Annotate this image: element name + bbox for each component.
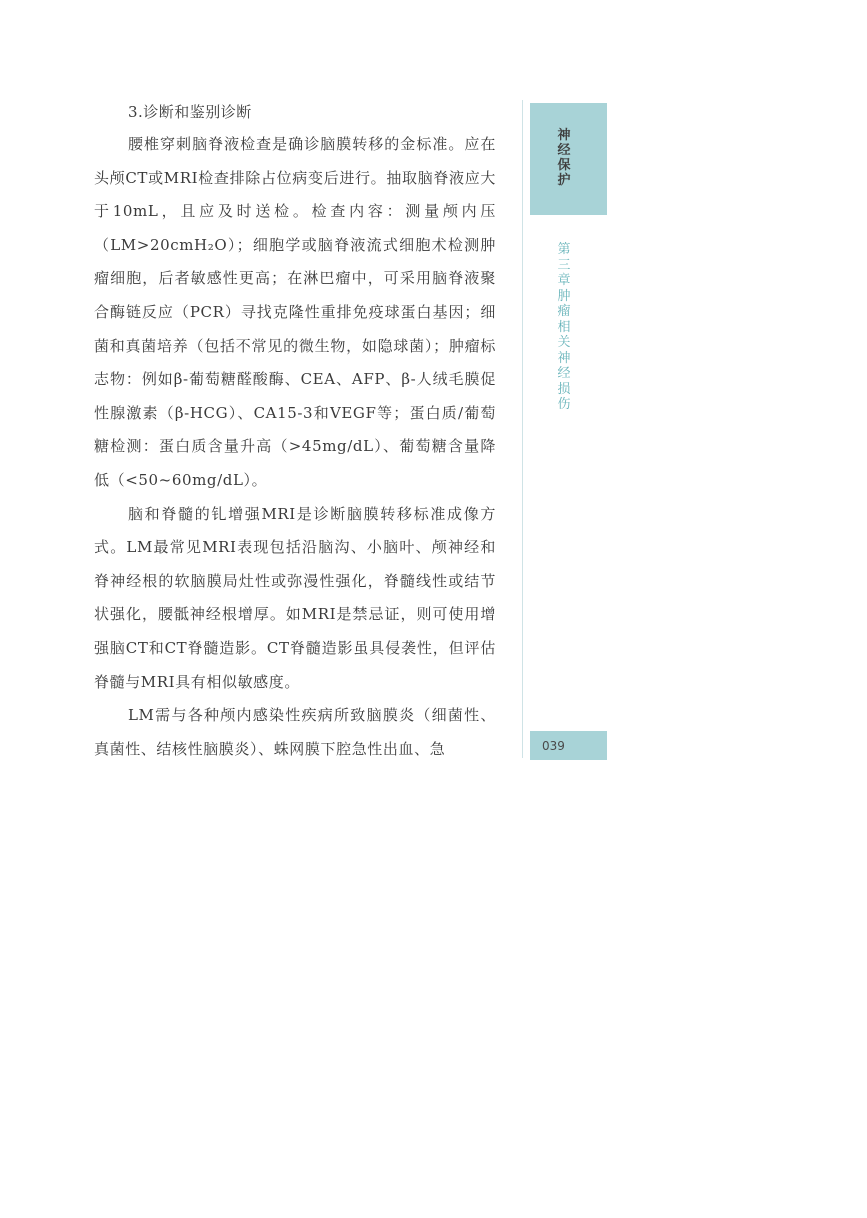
paragraph-differential-diagnosis: LM需与各种颅内感染性疾病所致脑膜炎（细菌性、真菌性、结核性脑膜炎）、蛛网膜下腔急性出血、急	[94, 706, 496, 758]
paragraph-csf-diagnosis: 腰椎穿刺脑脊液检查是确诊脑膜转移的金标准。应在头颅CT或MRI检查排除占位病变后进行。抽取脑脊液应大于10mL，且应及时送检。检查内容：测量颅内压（LM>20cmH₂O）；细胞学或脑脊液流式细胞术检测肿瘤细胞，后者敏感性更高；在淋巴瘤中，可采用脑脊液聚合酶链反应（PCR）寻找克隆性重排免疫球蛋白基因；细菌和真菌培养（包括不常见的微生物，如隐球菌）；肿瘤标志物：例如β-葡萄糖醛酸酶、CEA、AFP、β-人绒毛膜促性腺激素（β-HCG）、CA15-3和VEGF等；蛋白质/葡萄糖检测：蛋白质含量升高（>45mg/dL）、葡萄糖含量降低（<50~60mg/dL）。	[94, 135, 496, 489]
page-number: 039	[542, 739, 565, 753]
body-text-column	[94, 96, 496, 766]
section-heading: 3.诊断和鉴别诊断	[128, 103, 252, 121]
section-tab-label: 神经保护	[557, 128, 571, 188]
chapter-label: 第三章 肿瘤相关神经损伤	[557, 242, 584, 412]
vertical-divider	[522, 100, 523, 758]
paragraph-mri-imaging: 脑和脊髓的钆增强MRI是诊断脑膜转移标准成像方式。LM最常见MRI表现包括沿脑沟、小脑叶、颅神经和脊神经根的软脑膜局灶性或弥漫性强化，脊髓线性或结节状强化，腰骶神经根增厚。如MRI是禁忌证，则可使用增强脑CT和CT脊髓造影。CT脊髓造影虽具侵袭性，但评估脊髓与MRI具有相似敏感度。	[94, 504, 496, 691]
